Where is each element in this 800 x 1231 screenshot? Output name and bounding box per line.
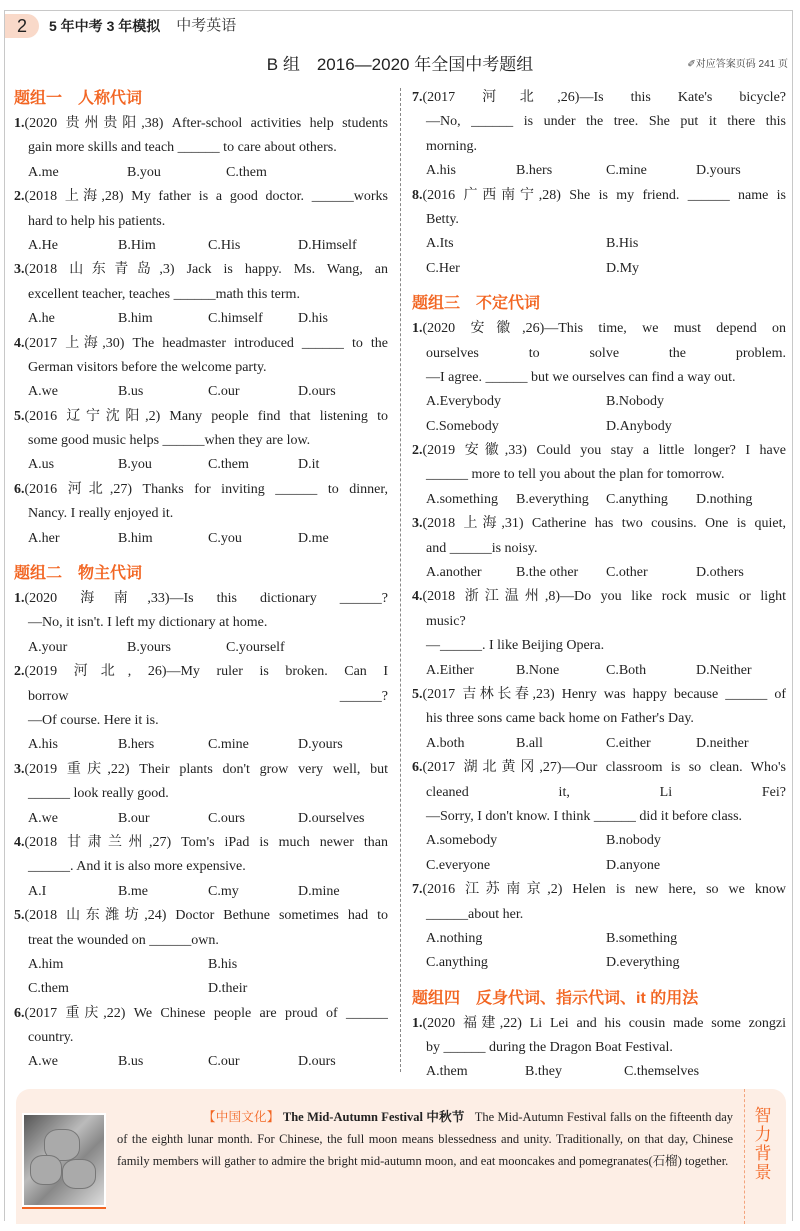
right-column <box>412 86 786 1085</box>
option: B.us <box>118 1054 144 1070</box>
option: B.us <box>118 384 144 400</box>
question-text: —Sorry, I don't know. I think ______ did it before class. <box>426 808 743 824</box>
question-line <box>14 112 388 136</box>
option: D.neither <box>696 735 749 751</box>
question-line <box>412 366 786 390</box>
options-row <box>14 453 388 477</box>
question-line <box>412 317 786 341</box>
question-number: 1. <box>412 1015 423 1031</box>
question-line <box>412 1012 786 1036</box>
question-number: 3. <box>14 761 25 777</box>
option: A.I <box>28 883 47 899</box>
question-line <box>14 185 388 209</box>
option: B.His <box>606 236 639 252</box>
options-row <box>412 561 786 585</box>
question-line <box>14 502 388 526</box>
option: D.ours <box>298 1054 336 1070</box>
option: A.Its <box>426 236 454 252</box>
options-row <box>14 733 388 757</box>
option: D.My <box>606 260 640 276</box>
question-number: 4. <box>412 589 423 605</box>
option: A.somebody <box>426 833 498 849</box>
question-line <box>14 782 388 806</box>
question-text: country. <box>28 1030 74 1046</box>
option: A.her <box>28 530 60 546</box>
options-row <box>412 415 786 439</box>
option: C.my <box>208 883 239 899</box>
question-line <box>14 709 388 733</box>
options-row <box>14 807 388 831</box>
option: D.it <box>298 457 320 473</box>
option: D.his <box>298 311 328 327</box>
question-number: 6. <box>412 760 423 776</box>
question-text: Betty. <box>426 211 459 227</box>
question-line <box>412 585 786 609</box>
question-line <box>412 135 786 159</box>
question <box>412 683 786 756</box>
question-text: —No, ______ is under the tree. She put it there this <box>426 114 786 130</box>
option: D.nothing <box>696 491 753 507</box>
option: C.His <box>208 237 241 253</box>
option: D.me <box>298 530 329 546</box>
question-text: cleaned it, Li Fei? <box>426 784 786 800</box>
question <box>14 258 388 331</box>
option: D.Anybody <box>606 418 672 434</box>
option: B.nobody <box>606 833 661 849</box>
question-text: and ______is noisy. <box>426 540 538 556</box>
question-line <box>412 781 786 805</box>
page-number: 2 <box>5 14 39 38</box>
question-line <box>412 184 786 208</box>
question-text: ______ look really good. <box>28 786 169 802</box>
question-line <box>412 903 786 927</box>
question-number: 6. <box>14 1005 25 1021</box>
options-row <box>14 307 388 331</box>
question-line <box>14 1002 388 1026</box>
question-number: 2. <box>14 664 25 680</box>
question-line <box>14 356 388 380</box>
option: B.his <box>208 956 238 972</box>
question-line <box>14 429 388 453</box>
question-line <box>412 537 786 561</box>
options-row <box>412 232 786 256</box>
option: D.anyone <box>606 857 661 873</box>
question-number: 3. <box>14 262 25 278</box>
options-row <box>412 488 786 512</box>
options-row <box>14 380 388 404</box>
question-number: 4. <box>14 834 25 850</box>
question-text: (2020 贵州贵阳,38) After-school activities help students <box>24 116 388 131</box>
option: B.yours <box>127 639 171 655</box>
option: C.our <box>208 1054 240 1070</box>
option: A.his <box>426 163 456 179</box>
option: C.anything <box>426 955 488 971</box>
option: D.yours <box>298 737 343 753</box>
question-number: 7. <box>412 90 423 105</box>
options-row <box>14 880 388 904</box>
question <box>412 756 786 878</box>
option: D.Himself <box>298 237 357 253</box>
question-line <box>14 611 388 635</box>
option: C.other <box>606 565 648 581</box>
question <box>412 1012 786 1085</box>
option: C.them <box>28 981 69 997</box>
question-line <box>412 208 786 232</box>
question-text: (2018 上海,31) Catherine has two cousins. One is quiet, <box>422 516 786 532</box>
option: C.Both <box>606 662 647 678</box>
option: A.Everybody <box>426 394 502 410</box>
question-text: (2017 河北,26)—Is this Kate's bicycle? <box>422 90 786 105</box>
option: B.hers <box>516 163 553 179</box>
question-text: —Of course. Here it is. <box>28 712 159 728</box>
question-line <box>412 878 786 902</box>
option: C.our <box>208 384 240 400</box>
option: C.mine <box>208 737 249 753</box>
option: C.everyone <box>426 857 491 873</box>
question-line <box>14 283 388 307</box>
option: D.everything <box>606 955 680 971</box>
question-text: (2020 海南,33)—Is this dictionary ______? <box>24 591 388 607</box>
option: B.the other <box>516 565 579 581</box>
option: B.him <box>118 311 153 327</box>
option: B.our <box>118 810 150 826</box>
answer-page-ref: ✐对应答案页码 241 页 <box>687 59 788 70</box>
question-text: —I agree. ______ but we ourselves can find a way out. <box>426 369 736 385</box>
option: D.ourselves <box>298 810 365 826</box>
options-row <box>14 977 388 1001</box>
question <box>412 439 786 512</box>
options-row <box>14 161 388 185</box>
question-line <box>14 660 388 684</box>
option: C.himself <box>208 311 263 327</box>
column-divider <box>400 88 401 1072</box>
question-line <box>14 405 388 429</box>
question-line <box>14 1026 388 1050</box>
option: A.us <box>28 457 55 473</box>
question-text: (2016 广西南宁,28) She is my friend. ______ name is <box>422 187 786 203</box>
question <box>14 587 388 660</box>
question-text: (2019 重庆,22) Their plants don't grow very well, but <box>24 761 388 777</box>
question-number: 5. <box>412 686 423 702</box>
question-number: 2. <box>412 443 423 459</box>
option: B.me <box>118 883 148 899</box>
option: A.something <box>426 491 498 507</box>
section-title: B 组 2016—2020 年全国中考题组 <box>266 55 534 74</box>
question <box>412 317 786 439</box>
question-line <box>14 758 388 782</box>
option: B.everything <box>516 491 589 507</box>
question-number: 5. <box>14 408 25 424</box>
question-text: ______ more to tell you about the plan for tomorrow. <box>426 467 725 483</box>
question-line <box>14 136 388 160</box>
question <box>412 86 786 184</box>
option: D.Neither <box>696 662 752 678</box>
option: A.me <box>28 164 59 180</box>
question-number: 4. <box>14 335 25 351</box>
question-line <box>412 1036 786 1060</box>
option: D.yours <box>696 163 741 179</box>
question-text: (2020 福建,22) Li Lei and his cousin made some zongzi <box>422 1015 786 1031</box>
option: A.both <box>426 735 465 751</box>
option: D.mine <box>298 883 340 899</box>
question-text: —______. I like Beijing Opera. <box>426 638 605 654</box>
side-label: 智力背景 <box>754 1106 772 1182</box>
book-title: 5 年中考 3 年模拟 <box>49 18 161 34</box>
question-line <box>14 210 388 234</box>
question-text: (2016 辽宁沈阳,2) Many people find that listening to <box>24 408 388 424</box>
options-row <box>412 159 786 183</box>
question-text: excellent teacher, teaches ______math this term. <box>28 286 300 302</box>
question-number: 7. <box>412 882 423 898</box>
question-text: some good music helps ______when they are low. <box>28 433 311 449</box>
options-row <box>14 527 388 551</box>
question <box>14 185 388 258</box>
question <box>14 332 388 405</box>
question-line <box>14 258 388 282</box>
option: C.mine <box>606 163 647 179</box>
question <box>412 184 786 282</box>
running-header <box>5 14 236 38</box>
options-row <box>14 1050 388 1074</box>
options-row <box>412 829 786 853</box>
options-row <box>412 390 786 414</box>
options-row <box>14 234 388 258</box>
option: C.either <box>606 735 651 751</box>
question-text: hard to help his patients. <box>28 213 166 229</box>
question-text: (2020 安徽,26)—This time, we must depend on <box>422 321 786 337</box>
question-text: —No, it isn't. I left my dictionary at home. <box>28 615 268 631</box>
question-text: German visitors before the welcome party. <box>28 359 267 375</box>
question-text: (2018 山东潍坊,24) Doctor Bethune sometimes had to <box>24 908 388 924</box>
option: C.themselves <box>624 1064 700 1080</box>
question <box>412 585 786 683</box>
question-text: his three sons came back home on Father's Day. <box>426 711 694 727</box>
option: C.them <box>226 164 267 180</box>
option: A.he <box>28 311 55 327</box>
question-line <box>412 634 786 658</box>
options-row <box>412 1060 786 1084</box>
question-text: borrow ______? <box>28 688 388 704</box>
question-number: 1. <box>14 116 25 131</box>
question-text: (2016 河北,27) Thanks for inviting ______ to dinner, <box>24 481 388 497</box>
question-line <box>14 831 388 855</box>
option: C.ours <box>208 810 245 826</box>
question-line <box>412 86 786 110</box>
question-line <box>14 332 388 356</box>
option: A.He <box>28 237 58 253</box>
question-text: morning. <box>426 138 477 154</box>
culture-text <box>117 1106 733 1172</box>
question-line <box>412 805 786 829</box>
option: A.we <box>28 384 58 400</box>
mooncake-shape <box>30 1155 62 1185</box>
group-heading: 题组四 反身代词、指示代词、it 的用法 <box>412 989 699 1007</box>
question-text: ______about her. <box>426 906 524 922</box>
question-line <box>14 904 388 928</box>
culture-body: The Mid-Autumn Festival falls on the fifteenth day of the eighth lunar month. For Chinese, the full moon means blessedness and unity. Traditionally, on that day, Chinese family members will gather to admire the bright mid-autumn moon, and eat mooncakes and pomegranates(石榴) together. <box>117 1110 734 1168</box>
question-text: ourselves to solve the problem. <box>426 345 786 361</box>
option: A.him <box>28 956 64 972</box>
question-line <box>412 463 786 487</box>
option: B.they <box>525 1064 562 1080</box>
question <box>14 660 388 758</box>
option: A.nothing <box>426 930 483 946</box>
question <box>14 478 388 551</box>
option: C.Her <box>426 260 460 276</box>
option: C.anything <box>606 491 668 507</box>
question-text: (2017 重庆,22) We Chinese people are proud of ______ <box>24 1005 388 1021</box>
question-text: (2018 浙江温州,8)—Do you like rock music or light <box>422 589 786 605</box>
question-text: gain more skills and teach ______ to care about others. <box>28 140 337 156</box>
option: B.Him <box>118 237 156 253</box>
option: B.None <box>516 662 560 678</box>
option: B.you <box>127 164 161 180</box>
question-line <box>412 610 786 634</box>
question-text: (2017 吉林长春,23) Henry was happy because ______ of <box>422 686 786 702</box>
side-divider <box>744 1089 745 1224</box>
option: A.we <box>28 1054 58 1070</box>
group-heading: 题组一 人称代词 <box>14 90 143 107</box>
question-number: 2. <box>14 189 25 205</box>
question-line <box>412 439 786 463</box>
options-row <box>412 659 786 683</box>
mooncake-shape <box>62 1159 96 1189</box>
option: B.something <box>606 930 678 946</box>
question <box>14 904 388 1002</box>
option: D.ours <box>298 384 336 400</box>
question-text: (2018 甘肃兰州,27) Tom's iPad is much newer than <box>24 834 388 850</box>
question-text: (2018 山东青岛,3) Jack is happy. Ms. Wang, an <box>24 262 388 278</box>
mooncake-photo <box>22 1113 106 1207</box>
question-line <box>412 110 786 134</box>
question-text: music? <box>426 613 466 629</box>
question-line <box>14 587 388 611</box>
options-row <box>14 953 388 977</box>
question-line <box>14 478 388 502</box>
question-line <box>14 685 388 709</box>
options-row <box>412 732 786 756</box>
option: B.him <box>118 530 153 546</box>
option: A.your <box>28 639 68 655</box>
option: C.them <box>208 457 249 473</box>
left-column <box>14 86 388 1075</box>
question-text: by ______ during the Dragon Boat Festival. <box>426 1040 673 1056</box>
option: B.all <box>516 735 543 751</box>
options-row <box>412 927 786 951</box>
question-number: 1. <box>14 591 25 607</box>
question-text: (2019 河北, 26)—My ruler is broken. Can I <box>24 664 388 680</box>
option: C.you <box>208 530 242 546</box>
question <box>14 831 388 904</box>
option: C.yourself <box>226 639 285 655</box>
question-text: treat the wounded on ______own. <box>28 932 219 948</box>
question-number: 3. <box>412 516 423 532</box>
option: B.hers <box>118 737 155 753</box>
option: D.others <box>696 565 744 581</box>
group-heading: 题组三 不定代词 <box>412 295 541 313</box>
question <box>14 1002 388 1075</box>
question-text: (2018 上海,28) My father is a good doctor. ______works <box>24 189 388 205</box>
option: D.their <box>208 981 248 997</box>
question <box>412 878 786 976</box>
question-text: (2016 江苏南京,2) Helen is new here, so we know <box>422 882 786 898</box>
question-text: ______. And it is also more expensive. <box>28 859 246 875</box>
option: A.them <box>426 1064 468 1080</box>
options-row <box>412 951 786 975</box>
culture-tag: 【中国文化】 <box>203 1110 280 1124</box>
options-row <box>412 854 786 878</box>
question-line <box>14 929 388 953</box>
question-line <box>412 707 786 731</box>
question-number: 8. <box>412 187 423 203</box>
question-line <box>14 855 388 879</box>
option: C.Somebody <box>426 418 499 434</box>
question-number: 6. <box>14 481 25 497</box>
question-number: 1. <box>412 321 423 337</box>
question-line <box>412 683 786 707</box>
group-heading: 题组二 物主代词 <box>14 565 143 583</box>
option: A.we <box>28 810 58 826</box>
option: B.Nobody <box>606 394 664 410</box>
option: A.another <box>426 565 482 581</box>
question <box>14 405 388 478</box>
question-text: (2017 上海,30) The headmaster introduced ______ to the <box>24 335 388 351</box>
question <box>14 758 388 831</box>
question-line <box>412 342 786 366</box>
question-number: 5. <box>14 908 25 924</box>
question-text: Nancy. I really enjoyed it. <box>28 506 174 522</box>
culture-title: The Mid-Autumn Festival 中秋节 <box>282 1110 465 1124</box>
options-row <box>412 257 786 281</box>
option: A.his <box>28 737 58 753</box>
subject: 中考英语 <box>176 17 237 34</box>
options-row <box>14 636 388 660</box>
question-text: (2019 安徽,33) Could you stay a little longer? I have <box>422 443 786 459</box>
option: B.you <box>118 457 152 473</box>
question <box>412 512 786 585</box>
question <box>14 112 388 185</box>
question-line <box>412 756 786 780</box>
question-text: (2017 湖北黄冈,27)—Our classroom is so clean. Who's <box>422 760 786 776</box>
question-line <box>412 512 786 536</box>
option: A.Either <box>426 662 474 678</box>
